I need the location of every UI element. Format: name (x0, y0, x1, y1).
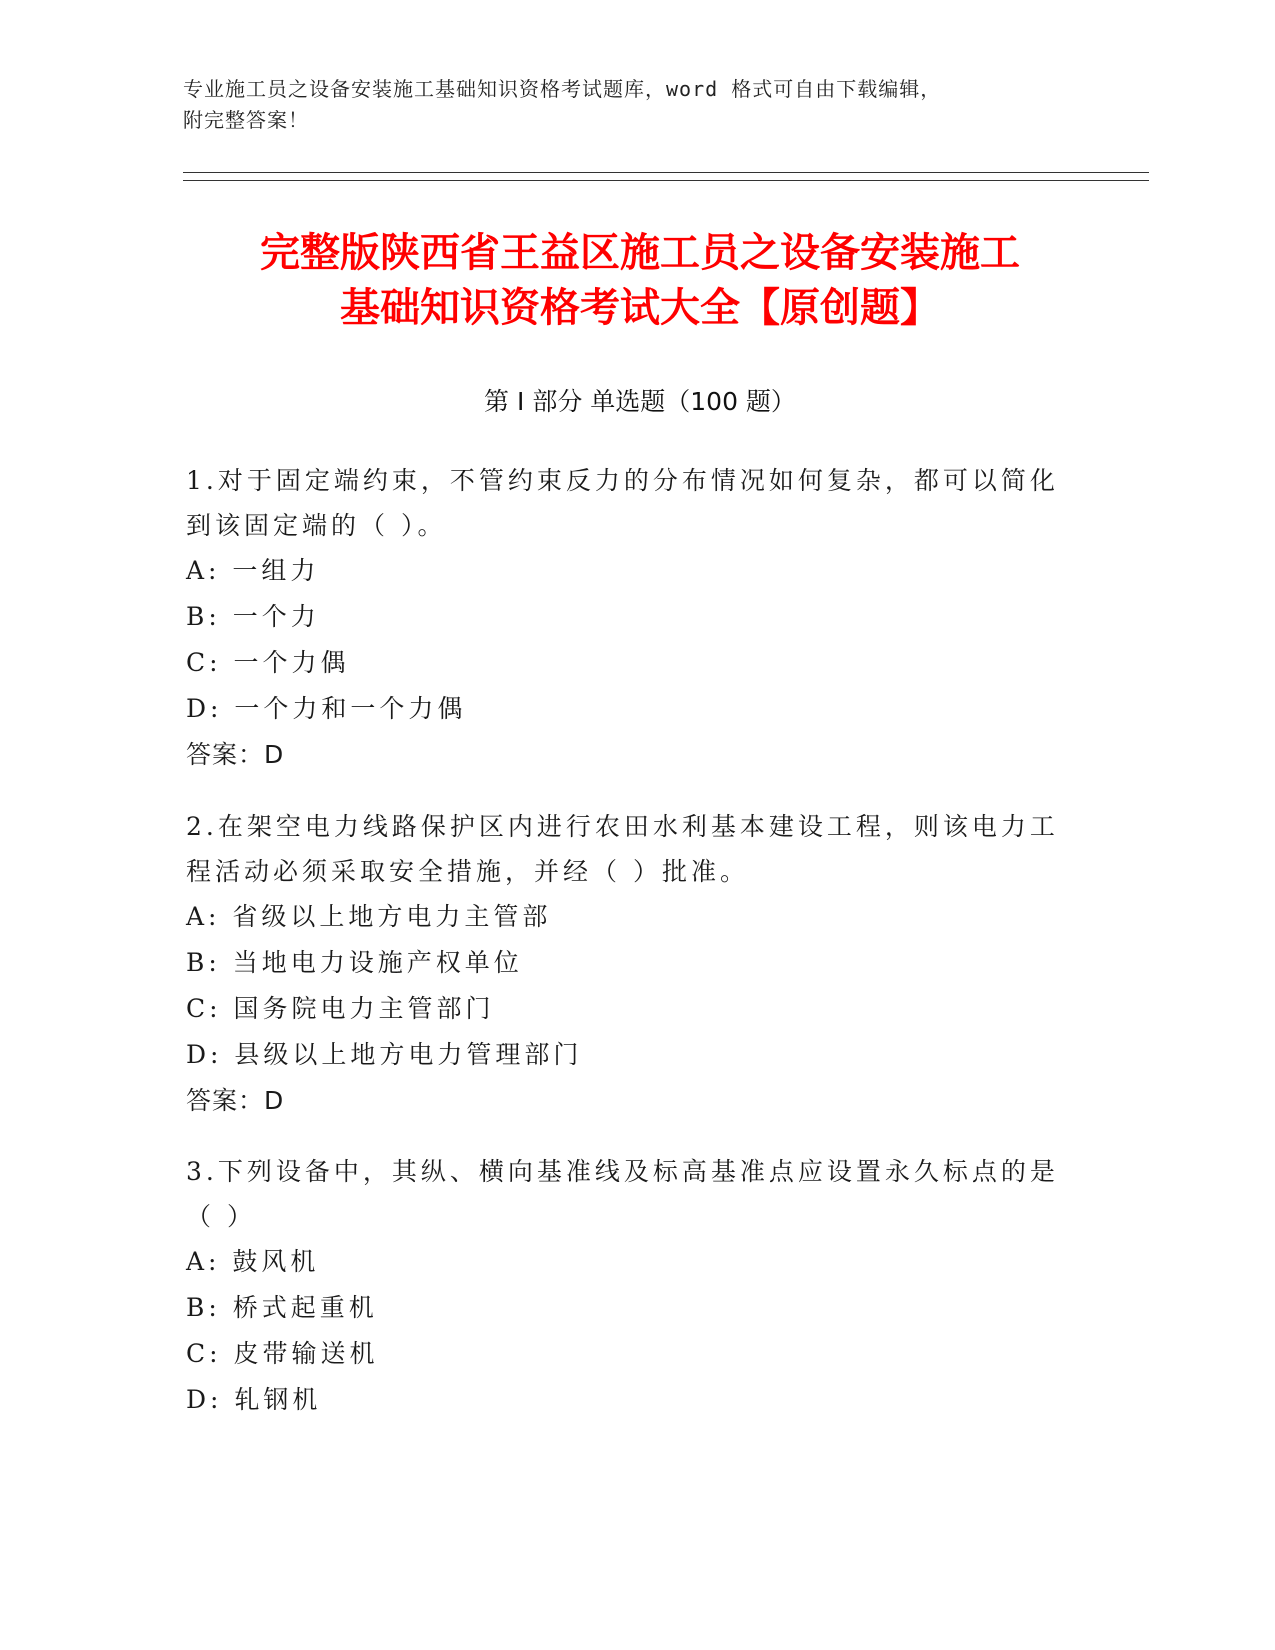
question-stem: 2.在架空电力线路保护区内进行农田水利基本建设工程，则该电力工 (186, 812, 1059, 841)
answer: 答案：D (186, 1086, 285, 1115)
document-title-line-2: 基础知识资格考试大全【原创题】 (340, 285, 940, 331)
question-stem: 3.下列设备中，其纵、横向基准线及标高基准点应设置永久标点的是 (186, 1157, 1059, 1186)
option-b: B: 一个力 (186, 602, 320, 631)
question-stem: （ ） (186, 1202, 256, 1231)
header-note (183, 74, 1063, 136)
option-c: C: 国务院电力主管部门 (186, 994, 495, 1023)
option-c: C: 一个力偶 (186, 648, 350, 677)
header-note-line-1: 专业施工员之设备安装施工基础知识资格考试题库，word 格式可自由下载编辑， (183, 77, 942, 101)
option-a: A: 省级以上地方电力主管部 (186, 902, 552, 931)
option-d: D: 轧钢机 (186, 1385, 322, 1414)
question-stem: 1.对于固定端约束，不管约束反力的分布情况如何复杂，都可以简化 (186, 466, 1059, 495)
header-divider-bottom (183, 180, 1149, 181)
document-title-line-1: 完整版陕西省王益区施工员之设备安装施工 (260, 230, 1020, 276)
document-title (140, 226, 1140, 336)
option-d: D: 县级以上地方电力管理部门 (186, 1040, 583, 1069)
question-3 (186, 1149, 1066, 1423)
question-1 (186, 458, 1066, 778)
option-c: C: 皮带输送机 (186, 1339, 379, 1368)
section-heading: 第 I 部分 单选题（100 题） (484, 387, 796, 416)
answer: 答案：D (186, 740, 285, 769)
option-a: A: 一组力 (186, 556, 320, 585)
question-stem: 程活动必须采取安全措施，并经（ ）批准。 (186, 857, 749, 886)
header-divider-top (183, 172, 1149, 173)
option-d: D: 一个力和一个力偶 (186, 694, 467, 723)
option-b: B: 当地电力设施产权单位 (186, 948, 523, 977)
question-stem: 到该固定端的（ ）。 (186, 511, 447, 540)
option-b: B: 桥式起重机 (186, 1293, 378, 1322)
header-note-line-2: 附完整答案！ (183, 108, 309, 132)
option-a: A: 鼓风机 (186, 1247, 320, 1276)
question-2 (186, 804, 1066, 1124)
